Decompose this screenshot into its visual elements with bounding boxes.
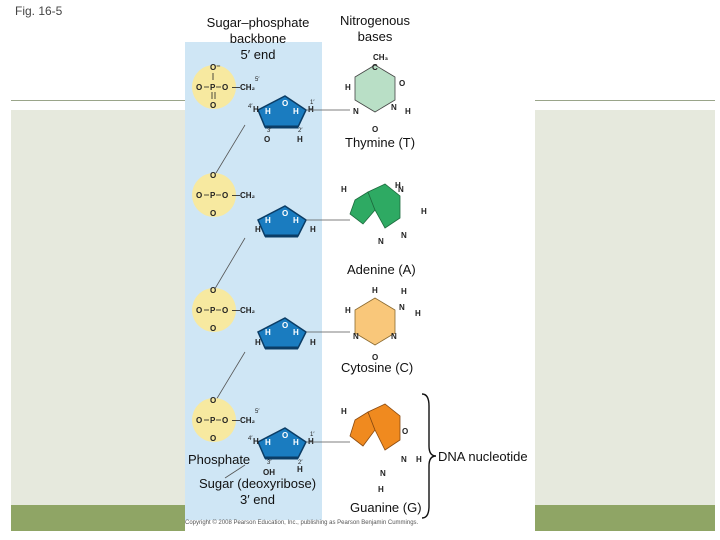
bases-header-line1: Nitrogenous — [339, 13, 411, 28]
svg-text:O⁻: O⁻ — [210, 63, 221, 72]
svg-text:N: N — [378, 237, 384, 246]
svg-text:N: N — [391, 332, 397, 341]
svg-text:—CH₂: —CH₂ — [232, 306, 256, 315]
svg-text:H: H — [265, 438, 271, 447]
svg-text:O: O — [210, 396, 217, 405]
svg-text:N: N — [353, 107, 359, 116]
figure-label: Fig. 16-5 — [15, 4, 63, 18]
svg-text:5′: 5′ — [255, 77, 260, 83]
svg-text:H: H — [372, 286, 378, 295]
svg-text:H: H — [310, 225, 316, 234]
svg-text:3′: 3′ — [267, 460, 272, 466]
svg-text:O: O — [282, 431, 289, 440]
phosphate-group-2 — [192, 171, 236, 218]
svg-text:—CH₂: —CH₂ — [232, 416, 256, 425]
svg-text:H: H — [265, 107, 271, 116]
thymine-ring — [355, 65, 395, 112]
svg-text:5′: 5′ — [255, 409, 260, 415]
dna-nucleotide-label: DNA nucleotide — [438, 449, 528, 464]
svg-text:O: O — [372, 353, 379, 362]
svg-text:O: O — [210, 171, 217, 180]
svg-text:OH: OH — [263, 468, 275, 477]
svg-text:N: N — [401, 455, 407, 464]
svg-text:H: H — [345, 306, 351, 315]
sugar-label — [190, 476, 325, 508]
svg-text:CH₃: CH₃ — [373, 53, 389, 62]
svg-text:2′: 2′ — [298, 460, 303, 466]
svg-text:N: N — [401, 231, 407, 240]
svg-text:N: N — [353, 332, 359, 341]
svg-text:H: H — [253, 437, 259, 446]
svg-text:O: O — [196, 191, 203, 200]
svg-text:O: O — [222, 191, 229, 200]
svg-text:H: H — [293, 328, 299, 337]
svg-text:P: P — [210, 306, 216, 315]
svg-text:—CH₂: —CH₂ — [232, 191, 256, 200]
svg-text:H: H — [308, 437, 314, 446]
svg-text:O: O — [196, 416, 203, 425]
backbone-header-line1: Sugar–phosphate — [206, 15, 310, 30]
svg-text:H: H — [293, 107, 299, 116]
base-label-adenine: Adenine (A) — [347, 262, 416, 277]
phosphate-group-1 — [192, 63, 236, 110]
svg-text:O: O — [282, 209, 289, 218]
svg-text:O: O — [372, 125, 379, 134]
svg-text:H: H — [416, 455, 422, 464]
svg-text:1′: 1′ — [310, 432, 315, 438]
svg-text:3′: 3′ — [267, 128, 272, 134]
base-label-cytosine: Cytosine (C) — [341, 360, 414, 375]
svg-text:H: H — [255, 338, 261, 347]
svg-text:H: H — [308, 105, 314, 114]
svg-text:4′: 4′ — [248, 436, 253, 442]
backbone-header-line2: backbone — [229, 31, 287, 46]
svg-text:O: O — [222, 83, 229, 92]
svg-text:N: N — [380, 469, 386, 478]
sugar-label-line1: Sugar (deoxyribose) — [198, 476, 317, 491]
svg-text:P: P — [210, 83, 216, 92]
svg-text:H: H — [341, 185, 347, 194]
svg-text:O: O — [210, 209, 217, 218]
svg-text:H: H — [265, 216, 271, 225]
svg-text:H: H — [341, 407, 347, 416]
svg-text:O: O — [210, 324, 217, 333]
svg-text:H: H — [297, 135, 303, 144]
svg-text:H: H — [401, 287, 407, 296]
svg-text:H: H — [297, 465, 303, 474]
svg-text:P: P — [210, 191, 216, 200]
svg-text:H: H — [293, 216, 299, 225]
svg-text:N: N — [399, 303, 405, 312]
svg-text:H: H — [253, 105, 259, 114]
svg-text:H: H — [265, 328, 271, 337]
svg-text:H: H — [415, 309, 421, 318]
svg-text:O: O — [282, 321, 289, 330]
svg-text:O: O — [196, 306, 203, 315]
svg-text:O: O — [264, 135, 271, 144]
svg-text:H: H — [255, 225, 261, 234]
nucleotide-brace — [420, 392, 440, 520]
svg-text:O: O — [196, 83, 203, 92]
svg-text:O: O — [222, 416, 229, 425]
svg-text:O: O — [399, 79, 406, 88]
copyright-credit: Copyright © 2008 Pearson Education, Inc., publishing as Pearson Benjamin Cummings. — [185, 520, 419, 526]
svg-text:H: H — [378, 485, 384, 494]
svg-text:H: H — [395, 181, 401, 190]
svg-text:H: H — [310, 338, 316, 347]
svg-text:N: N — [398, 185, 404, 194]
svg-text:O: O — [210, 434, 217, 443]
base-label-guanine: Guanine (G) — [350, 500, 422, 515]
svg-text:N: N — [391, 103, 397, 112]
svg-text:O: O — [222, 306, 229, 315]
phosphate-group-4 — [192, 396, 236, 443]
svg-text:O: O — [402, 427, 409, 436]
bases-header-line2: bases — [357, 29, 393, 44]
svg-text:H: H — [421, 207, 427, 216]
svg-text:2′: 2′ — [298, 128, 303, 134]
phosphate-group-3 — [192, 286, 236, 333]
svg-text:H: H — [405, 107, 411, 116]
base-label-thymine: Thymine (T) — [345, 135, 416, 150]
phosphate-label: Phosphate — [188, 452, 251, 467]
svg-text:O: O — [282, 99, 289, 108]
svg-text:P: P — [210, 416, 216, 425]
svg-text:O: O — [210, 101, 217, 110]
cytosine-ring — [355, 298, 395, 345]
svg-text:H: H — [345, 83, 351, 92]
svg-text:C: C — [372, 63, 378, 72]
sugar-label-line2: 3′ end — [240, 492, 275, 507]
backbone-header-line3: 5′ end — [240, 47, 276, 62]
svg-text:O: O — [210, 286, 217, 295]
svg-text:H: H — [293, 438, 299, 447]
svg-text:4′: 4′ — [248, 104, 253, 110]
svg-text:1′: 1′ — [310, 100, 315, 106]
svg-text:—CH₂: —CH₂ — [232, 83, 256, 92]
